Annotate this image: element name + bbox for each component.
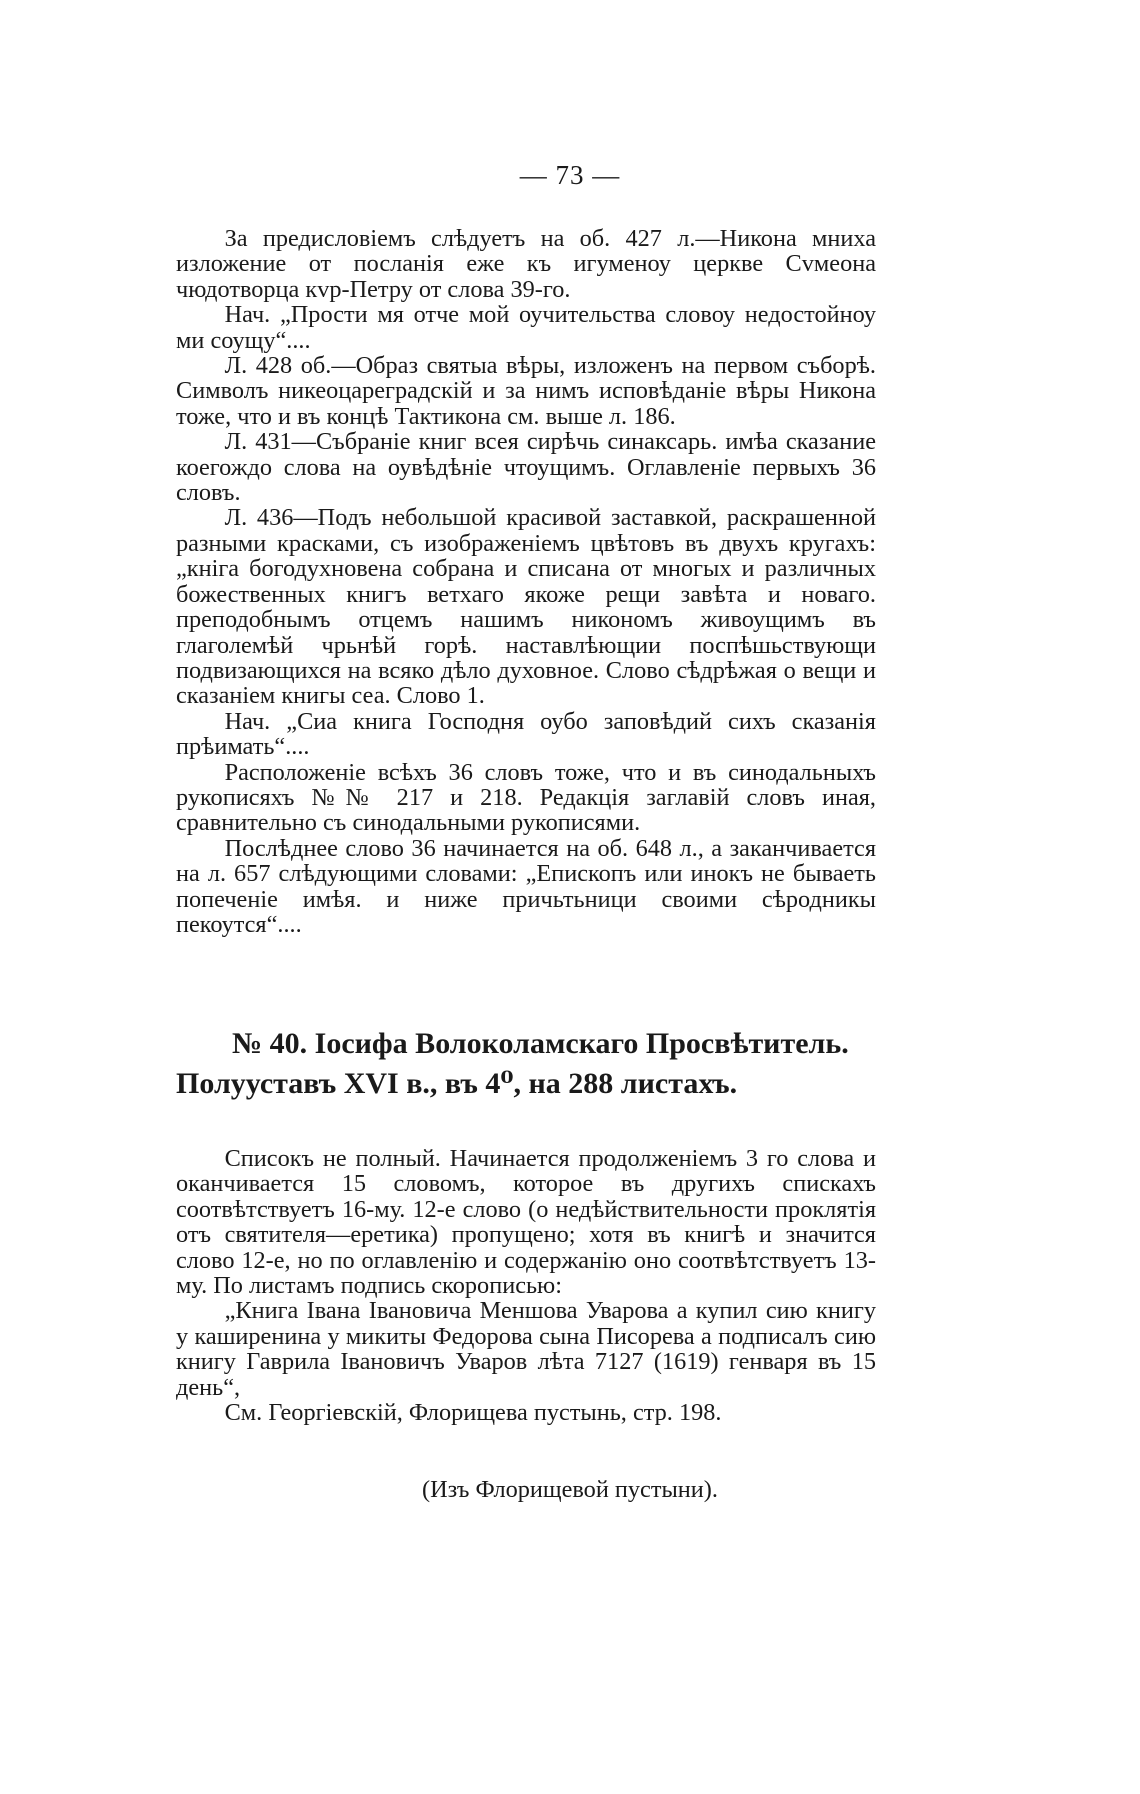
- heading-subtitle: Полууставъ XVI в., въ 4⁰, на 288 листахъ.: [176, 1067, 738, 1100]
- source-note: (Изъ Флорищевой пустыни).: [422, 1476, 718, 1503]
- paragraph-list-incomplete: Списокъ не полный. Начинается продолженіемъ 3 го слова и оканчивается 15 словомъ, которое въ другихъ спискахъ соотвѣтствуетъ 16-му. 12-е слово (о недѣйствительности проклятія отъ святителя—еретика) пропущено; хотя въ книгѣ и значится слово 12-е, но по оглавленію и содержанію оно соотвѣтствуетъ 13-му. По листамъ подпись скорописью:: [176, 1145, 876, 1300]
- paragraph-leaf-436: Л. 436—Подъ небольшой красивой заставкой, раскрашенной разными красками, съ изображеніемъ цвѣтовъ въ двухъ кругахъ: „кніга богодухновена собрана и списана от многых и различных божественных книгъ ветхаго якоже рещи завѣта и новаго. преподобнымъ отцемъ нашимъ никономъ живоущимъ въ глаголемѣй чрьнѣй горѣ. наставлѣющии поспѣшьствующи подвизающихся на всяко дѣло духовное. Слово сѣдрѣжая о вещи и сказаніем книгы сеа. Слово 1.: [176, 504, 876, 710]
- paragraph-reference: См. Георгіевскій, Флорищева пустынь, стр. 198.: [224, 1399, 722, 1427]
- paragraph-inscription: „Книга Івана Івановича Меншова Уварова а купил сию книгу у каширенина у микиты Федорова сына Писорева а подписалъ сию книгу Гаврила Івановичъ Уваров лѣта 7127 (1619) генваря въ 15 день“,: [176, 1297, 876, 1401]
- paragraph-leaf-428: Л. 428 об.—Образ святыа вѣры, изложенъ на первом съборѣ. Символъ никеоцареградскій и за нимъ исповѣданіе вѣры Никона тоже, что и въ концѣ Тактикона см. выше л. 186.: [176, 352, 876, 430]
- manuscript-39-description: [176, 226, 876, 937]
- page-number: — 73 —: [519, 160, 621, 190]
- paragraph-preface: За предисловіемъ слѣдуетъ на об. 427 л.—Никона мниха изложение от посланія еже къ игуменоу церкве Сvмеона чюдотворца кvр-Петру от слова 39-го.: [176, 225, 876, 303]
- paragraph-arrangement: Расположеніе всѣхъ 36 словъ тоже, что и въ синодальныхъ рукописяхъ №№ 217 и 218. Редакція заглавій словъ иная, сравнительно съ синодальными рукописями.: [176, 758, 876, 837]
- paragraph-incipit-2: Нач. „Сиа книга Господня оубо заповѣдий сихъ сказанія прѣимать“....: [176, 707, 876, 761]
- paragraph-incipit-1: Нач. „Прости мя отче мой оучительства словоу недостойноу ми соущу“....: [176, 301, 876, 354]
- paragraph-last-word: Послѣднее слово 36 начинается на об. 648 л., а заканчивается на л. 657 слѣдующими словами: „Епископъ или инокъ не бываеть попеченіе имѣя. и ниже причьтьници своими сѣродникы пекоутся“....: [176, 834, 876, 938]
- manuscript-40-description: [176, 1146, 876, 1425]
- heading-title: № 40. Іосифа Волоколамскаго Просвѣтитель.: [232, 1027, 849, 1060]
- paragraph-leaf-431: Л. 431—Събраніе книг всея сирѣчь синаксарь. имѣа сказание коегождо слова на оувѣдѣніе чтоущимъ. Оглавленіе первыхъ 36 словъ.: [176, 428, 876, 507]
- section-heading: [176, 1024, 876, 1104]
